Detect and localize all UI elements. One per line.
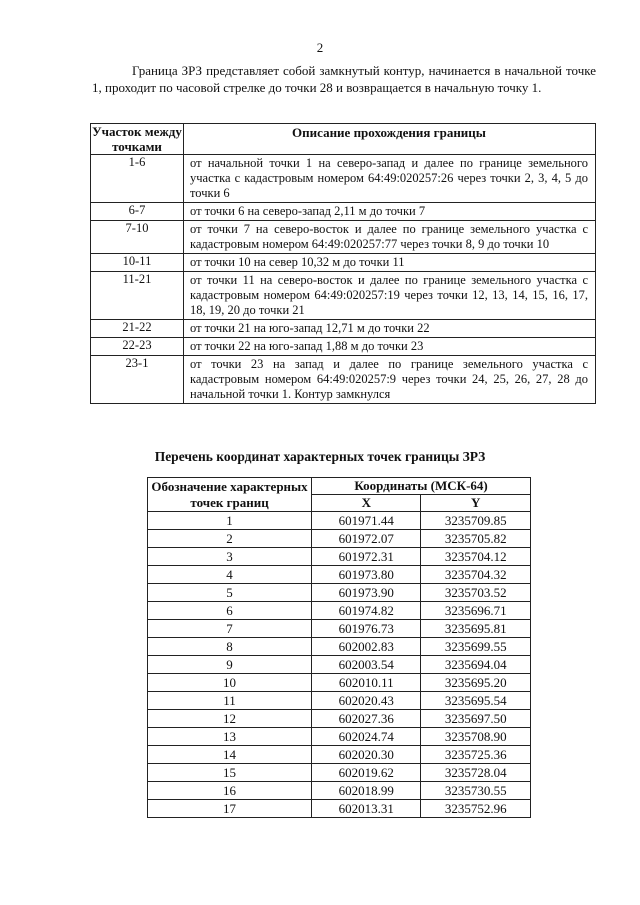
- point-number-cell: 1: [148, 512, 312, 530]
- coordinates-system-header: Координаты (МСК-64): [312, 478, 531, 495]
- table-row: [91, 338, 596, 356]
- segments-header-row: [91, 124, 596, 155]
- segment-column-header: Участок между точками: [92, 124, 182, 154]
- table-row: [148, 620, 531, 638]
- table-row: [91, 320, 596, 338]
- description-cell: от точки 6 на северо-запад 2,11 м до точки 7: [184, 203, 596, 221]
- x-coordinate-cell: 601972.31: [312, 548, 421, 566]
- description-cell: от точки 7 на северо-восток и далее по границе земельного участка с кадастровым номером 64:49:020257:77 через точки 8, 9 до точки 10: [184, 221, 596, 254]
- segment-cell: 22-23: [91, 338, 184, 356]
- description-column-header: Описание прохождения границы: [184, 124, 596, 155]
- table-row: [91, 203, 596, 221]
- y-coordinate-cell: 3235704.12: [421, 548, 531, 566]
- table-row: [148, 782, 531, 800]
- y-coordinate-cell: 3235697.50: [421, 710, 531, 728]
- y-coordinate-cell: 3235704.32: [421, 566, 531, 584]
- table-row: [148, 602, 531, 620]
- point-number-cell: 15: [148, 764, 312, 782]
- table-row: [91, 155, 596, 203]
- point-number-cell: 12: [148, 710, 312, 728]
- y-column-header: Y: [421, 495, 531, 512]
- segment-cell: 21-22: [91, 320, 184, 338]
- y-coordinate-cell: 3235703.52: [421, 584, 531, 602]
- y-coordinate-cell: 3235695.20: [421, 674, 531, 692]
- segment-cell: 11-21: [91, 272, 184, 320]
- description-cell: от начальной точки 1 на северо-запад и далее по границе земельного участка с кадастровым номером 64:49:020257:26 через точки 2, 3, 4, 5 до точки 6: [184, 155, 596, 203]
- coordinates-table: [147, 477, 531, 818]
- point-number-cell: 17: [148, 800, 312, 818]
- y-coordinate-cell: 3235696.71: [421, 602, 531, 620]
- y-coordinate-cell: 3235699.55: [421, 638, 531, 656]
- segment-cell: 7-10: [91, 221, 184, 254]
- table-row: [148, 746, 531, 764]
- table-row: [148, 674, 531, 692]
- y-coordinate-cell: 3235730.55: [421, 782, 531, 800]
- point-number-cell: 11: [148, 692, 312, 710]
- x-coordinate-cell: 602020.30: [312, 746, 421, 764]
- description-cell: от точки 21 на юго-запад 12,71 м до точки 22: [184, 320, 596, 338]
- description-cell: от точки 23 на запад и далее по границе земельного участка с кадастровым номером 64:49:020257:9 через точки 24, 25, 26, 27, 28 до начальной точки 1. Контур замкнулся: [184, 356, 596, 404]
- x-column-header: X: [312, 495, 421, 512]
- point-number-cell: 9: [148, 656, 312, 674]
- y-coordinate-cell: 3235705.82: [421, 530, 531, 548]
- segments-body: [91, 155, 596, 404]
- segment-cell: 10-11: [91, 254, 184, 272]
- table-row: [148, 764, 531, 782]
- segment-cell: 1-6: [91, 155, 184, 203]
- segment-cell: 23-1: [91, 356, 184, 404]
- table-row: [148, 566, 531, 584]
- table-row: [148, 656, 531, 674]
- x-coordinate-cell: 602002.83: [312, 638, 421, 656]
- table-row: [91, 272, 596, 320]
- point-number-cell: 10: [148, 674, 312, 692]
- x-coordinate-cell: 601971.44: [312, 512, 421, 530]
- table-row: [91, 356, 596, 404]
- boundary-segments-table: [90, 123, 596, 404]
- x-coordinate-cell: 601974.82: [312, 602, 421, 620]
- x-coordinate-cell: 602010.11: [312, 674, 421, 692]
- description-cell: от точки 22 на юго-запад 1,88 м до точки 23: [184, 338, 596, 356]
- x-coordinate-cell: 602020.43: [312, 692, 421, 710]
- point-number-cell: 5: [148, 584, 312, 602]
- table-row: [148, 800, 531, 818]
- description-cell: от точки 10 на север 10,32 м до точки 11: [184, 254, 596, 272]
- x-coordinate-cell: 601973.90: [312, 584, 421, 602]
- y-coordinate-cell: 3235694.04: [421, 656, 531, 674]
- point-number-cell: 14: [148, 746, 312, 764]
- x-coordinate-cell: 601973.80: [312, 566, 421, 584]
- y-coordinate-cell: 3235708.90: [421, 728, 531, 746]
- coordinates-table-title: Перечень координат характерных точек границы ЗРЗ: [154, 449, 486, 464]
- y-coordinate-cell: 3235725.36: [421, 746, 531, 764]
- coords-header-row: [148, 478, 531, 495]
- point-number-cell: 2: [148, 530, 312, 548]
- x-coordinate-cell: 602013.31: [312, 800, 421, 818]
- point-number-cell: 7: [148, 620, 312, 638]
- table-row: [148, 710, 531, 728]
- table-row: [148, 530, 531, 548]
- table-row: [148, 692, 531, 710]
- point-number-cell: 4: [148, 566, 312, 584]
- page-number: 2: [316, 40, 324, 55]
- y-coordinate-cell: 3235709.85: [421, 512, 531, 530]
- description-cell: от точки 11 на северо-восток и далее по границе земельного участка с кадастровым номером 64:49:020257:19 через точки 12, 13, 14, 15, 16, 17, 18, 19, 20 до точки 21: [184, 272, 596, 320]
- point-name-column-header: Обозначение характерных точек границ: [148, 478, 312, 512]
- y-coordinate-cell: 3235695.54: [421, 692, 531, 710]
- table-row: [148, 638, 531, 656]
- x-coordinate-cell: 602027.36: [312, 710, 421, 728]
- x-coordinate-cell: 602024.74: [312, 728, 421, 746]
- table-row: [148, 728, 531, 746]
- table-row: [148, 584, 531, 602]
- point-number-cell: 13: [148, 728, 312, 746]
- point-number-cell: 3: [148, 548, 312, 566]
- table-row: [148, 548, 531, 566]
- x-coordinate-cell: 601976.73: [312, 620, 421, 638]
- table-row: [91, 221, 596, 254]
- y-coordinate-cell: 3235728.04: [421, 764, 531, 782]
- y-coordinate-cell: 3235752.96: [421, 800, 531, 818]
- x-coordinate-cell: 602003.54: [312, 656, 421, 674]
- x-coordinate-cell: 601972.07: [312, 530, 421, 548]
- point-number-cell: 8: [148, 638, 312, 656]
- y-coordinate-cell: 3235695.81: [421, 620, 531, 638]
- segment-cell: 6-7: [91, 203, 184, 221]
- table-row: [148, 512, 531, 530]
- coords-body: [148, 512, 531, 818]
- x-coordinate-cell: 602018.99: [312, 782, 421, 800]
- point-number-cell: 16: [148, 782, 312, 800]
- point-number-cell: 6: [148, 602, 312, 620]
- intro-paragraph: Граница ЗРЗ представляет собой замкнутый контур, начинается в начальной точке 1, проходит по часовой стрелке до точки 28 и возвращается в начальную точку 1.: [92, 63, 596, 95]
- x-coordinate-cell: 602019.62: [312, 764, 421, 782]
- table-row: [91, 254, 596, 272]
